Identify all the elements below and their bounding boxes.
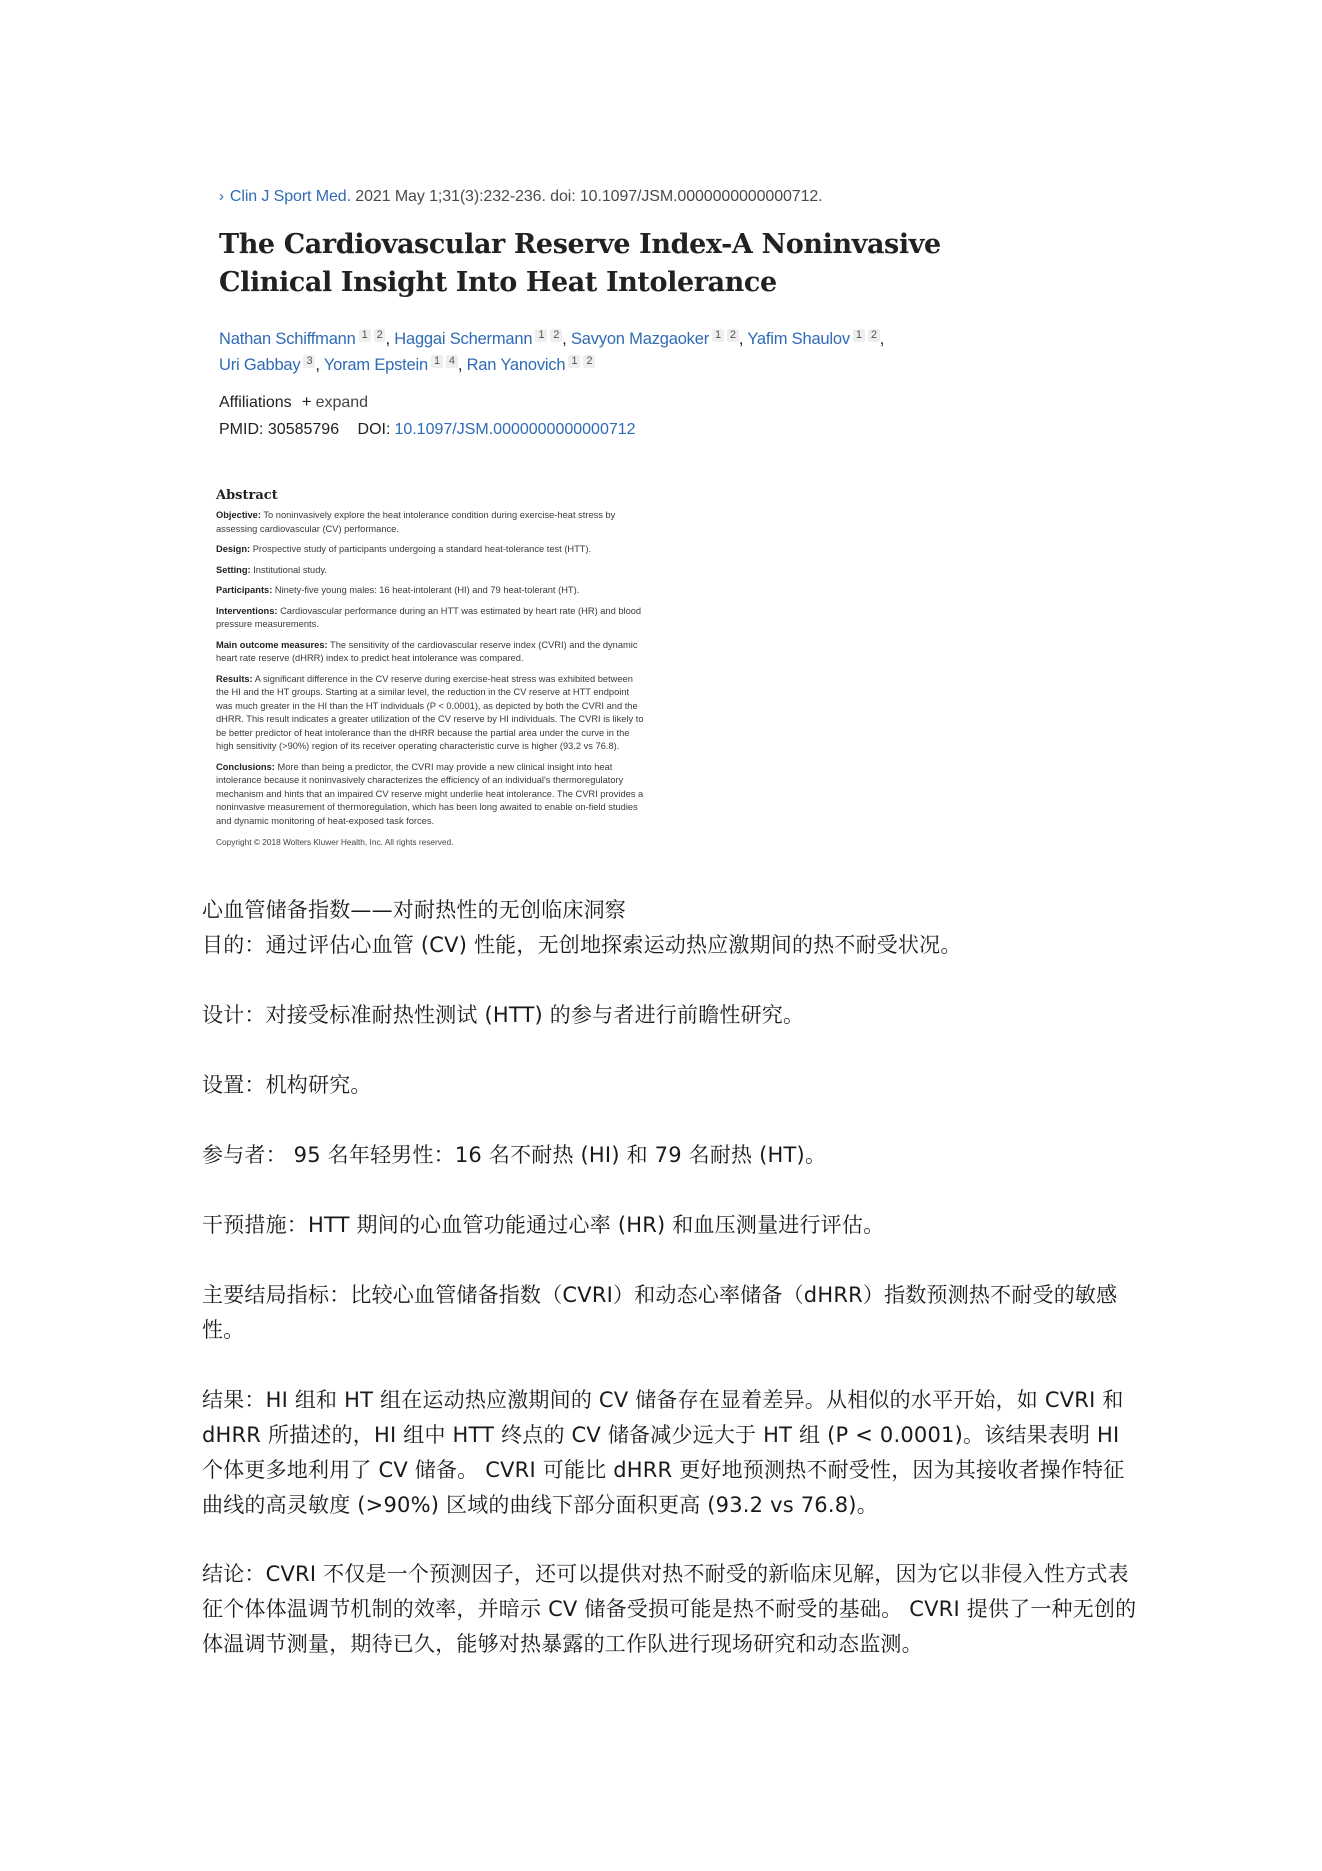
author-list: Nathan Schiffmann 1 2 , Haggai Schermann 1 2 , Savyon Mazgaoker 1 2 , Yafim Shaulov 1 2 , Uri Gabbay 3 , Yoram Epstein 1 4 , Ran Yanovich 1 2 bbox=[219, 329, 885, 374]
journal-link[interactable]: Clin J Sport Med. bbox=[229, 188, 351, 205]
pmid-label: PMID: bbox=[219, 421, 264, 438]
affiliation-ref[interactable]: 2 bbox=[727, 329, 739, 342]
affiliation-ref[interactable]: 1 bbox=[431, 355, 443, 368]
affiliation-ref[interactable]: 2 bbox=[583, 355, 595, 368]
abstract-section-outcome: Main outcome measures: The sensitivity of the cardiovascular reserve index (CVRI) and the dynamic heart rate reserve (dHRR) index to predict heat intolerance was compared. bbox=[216, 639, 638, 663]
translation-design: 设计：对接受标准耐热性测试 (HTT) 的参与者进行前瞻性研究。 bbox=[202, 1003, 805, 1027]
author-link[interactable]: Savyon Mazgaoker bbox=[570, 330, 709, 348]
affiliation-ref[interactable]: 1 bbox=[853, 329, 865, 342]
translation-title: 心血管储备指数——对耐热性的无创临床洞察 bbox=[202, 898, 626, 922]
affiliation-ref[interactable]: 2 bbox=[374, 329, 386, 342]
affiliation-ref[interactable]: 3 bbox=[303, 355, 315, 368]
affiliation-ref[interactable]: 4 bbox=[446, 355, 458, 368]
abstract-screenshot bbox=[214, 484, 654, 884]
article-title: The Cardiovascular Reserve Index-A Noninvasive Clinical Insight Into Heat Intolerance bbox=[219, 229, 941, 298]
chevron-right-icon[interactable]: › bbox=[219, 188, 224, 205]
affiliation-ref[interactable]: 2 bbox=[868, 329, 880, 342]
affiliations-label: Affiliations bbox=[219, 394, 292, 411]
author-link[interactable]: Ran Yanovich bbox=[466, 356, 566, 374]
translation-objective: 目的：通过评估心血管 (CV) 性能，无创地探索运动热应激期间的热不耐受状况。 bbox=[202, 933, 962, 957]
abstract-section-interventions: Interventions: Cardiovascular performance during an HTT was estimated by heart rate (HR) and blood pressure measurements. bbox=[216, 605, 642, 629]
affiliation-ref[interactable]: 2 bbox=[550, 329, 562, 342]
author-link[interactable]: Nathan Schiffmann bbox=[219, 330, 356, 348]
pmid-value: 30585796 bbox=[267, 421, 340, 438]
abstract-section-setting: Setting: Institutional study. bbox=[216, 564, 327, 575]
citation-details: 2021 May 1;31(3):232-236. doi: 10.1097/JSM.0000000000000712. bbox=[355, 188, 823, 205]
abstract-section-objective: Objective: To noninvasively explore the heat intolerance condition during exercise-heat stress by assessing cardiovascular (CV) performance. bbox=[216, 510, 616, 534]
author-link[interactable]: Yafim Shaulov bbox=[747, 330, 850, 348]
abstract-copyright: Copyright © 2018 Wolters Kluwer Health, Inc. All rights reserved. bbox=[216, 837, 454, 847]
citation-line bbox=[219, 188, 823, 206]
translation-interventions: 干预措施：HTT 期间的心血管功能通过心率 (HR) 和血压测量进行评估。 bbox=[202, 1213, 885, 1237]
affiliations-toggle[interactable] bbox=[219, 392, 368, 412]
translation-conclusions: 结论：CVRI 不仅是一个预测因子，还可以提供对热不耐受的新临床见解，因为它以非侵入性方式表征个体体温调节机制的效率，并暗示 CV 储备受损可能是热不耐受的基础。 CVRI 提供了一种无创的体温调节测量，期待已久，能够对热暴露的工作队进行现场研究和动态监测。 bbox=[202, 1562, 1137, 1656]
plus-icon[interactable]: + bbox=[301, 392, 312, 411]
abstract-section-design: Design: Prospective study of participants undergoing a standard heat-tolerance test (HTT). bbox=[216, 544, 592, 554]
affiliation-ref[interactable]: 1 bbox=[535, 329, 547, 342]
affiliation-ref[interactable]: 1 bbox=[568, 355, 580, 368]
translation-outcome: 主要结局指标：比较心血管储备指数（CVRI）和动态心率储备（dHRR）指数预测热不耐受的敏感性。 bbox=[202, 1283, 1118, 1342]
doi-link[interactable]: 10.1097/JSM.0000000000000712 bbox=[394, 421, 636, 438]
affiliation-ref[interactable]: 1 bbox=[359, 329, 371, 342]
expand-label[interactable]: expand bbox=[315, 394, 369, 411]
abstract-section-results: Results: A significant difference in the CV reserve during exercise-heat stress was exhibited between the HI and the HT groups. Starting at a similar level, the reduction in the CV reserve at HTT endpoint was much greater in the HI than the HT individuals (P < 0.0001), as depicted by both the CVRI and the dHRR. This result indicates a greater utilization of the CV reserve by HI individuals. The CVRI is likely to be better predictor of heat intolerance than the dHRR because the partial area under the curve in the high sensitivity (>90%) region of its receiver operating characteristic curve is higher (93.2 vs 76.8). bbox=[216, 673, 644, 751]
author-link[interactable]: Haggai Schermann bbox=[394, 330, 533, 348]
doi-label: DOI: bbox=[357, 421, 391, 438]
affiliation-ref[interactable]: 1 bbox=[712, 329, 724, 342]
abstract-heading: Abstract bbox=[216, 488, 278, 503]
translation-participants: 参与者： 95 名年轻男性：16 名不耐热 (HI) 和 79 名耐热 (HT)。 bbox=[202, 1143, 827, 1167]
abstract-section-participants: Participants: Ninety-five young males: 16 heat-intolerant (HI) and 79 heat-tolerant (HT). bbox=[216, 585, 580, 595]
translation-setting: 设置：机构研究。 bbox=[202, 1073, 372, 1097]
author-link[interactable]: Yoram Epstein bbox=[323, 356, 428, 374]
identifiers bbox=[219, 421, 636, 439]
author-link[interactable]: Uri Gabbay bbox=[219, 356, 301, 374]
abstract-section-conclusions: Conclusions: More than being a predictor, the CVRI may provide a new clinical insight into heat intolerance because it noninvasively characterizes the efficiency of an individual's thermoregulatory mechanism and hints that an impaired CV reserve might underlie heat intolerance. The CVRI provides a noninvasive measurement of thermoregulation, which has been long awaited to enable on-field studies and dynamic monitoring of heat-exposed task forces. bbox=[216, 761, 644, 826]
translation-results: 结果：HI 组和 HT 组在运动热应激期间的 CV 储备存在显着差异。从相似的水平开始，如 CVRI 和 dHRR 所描述的，HI 组中 HTT 终点的 CV 储备减少远大于 HT 组 (P < 0.0001)。该结果表明 HI 个体更多地利用了 CV 储备。 CVRI 可能比 dHRR 更好地预测热不耐受性，因为其接收者操作特征曲线的高灵敏度 (>90%) 区域的曲线下部分面积更高 (93.2 vs 76.8)。 bbox=[202, 1388, 1125, 1517]
